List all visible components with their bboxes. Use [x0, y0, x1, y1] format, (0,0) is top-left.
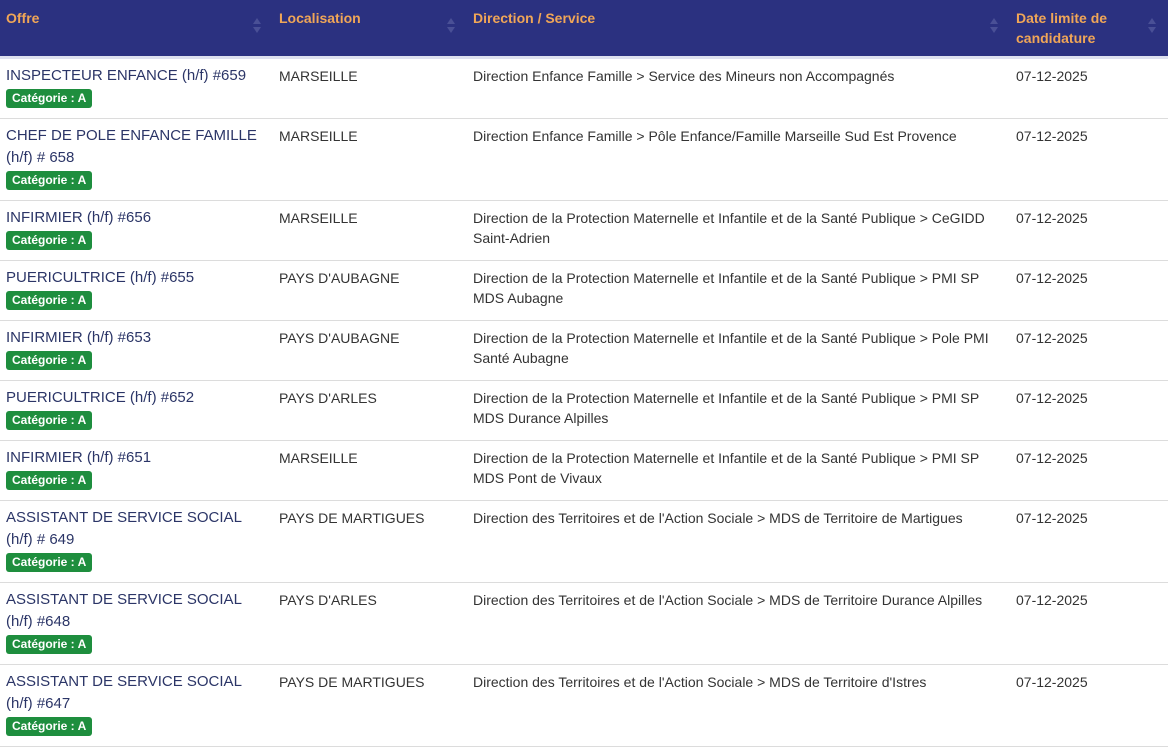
- direction-cell: Direction des Territoires et de l'Action Sociale > MDS de Territoire d'Istres: [467, 665, 1010, 747]
- category-badge: Catégorie : A: [6, 171, 92, 190]
- offer-cell: [0, 58, 273, 119]
- direction-cell: Direction de la Protection Maternelle et Infantile et de la Santé Publique > PMI SP MDS Durance Alpilles: [467, 381, 1010, 441]
- offer-title-link[interactable]: ASSISTANT DE SERVICE SOCIAL (h/f) #648: [6, 591, 242, 630]
- direction-cell: Direction Enfance Famille > Service des Mineurs non Accompagnés: [467, 58, 1010, 119]
- location-cell: MARSEILLE: [273, 441, 467, 501]
- deadline-cell: 07-12-2025: [1010, 119, 1168, 201]
- location-cell: PAYS DE MARTIGUES: [273, 665, 467, 747]
- offer-cell: [0, 501, 273, 583]
- offer-cell: [0, 381, 273, 441]
- offer-title-link[interactable]: INFIRMIER (h/f) #651: [6, 449, 152, 466]
- direction-cell: Direction Enfance Famille > Pôle Enfance/Famille Marseille Sud Est Provence: [467, 119, 1010, 201]
- offer-title-link[interactable]: ASSISTANT DE SERVICE SOCIAL (h/f) # 649: [6, 509, 242, 548]
- table-row: [0, 201, 1168, 261]
- location-cell: PAYS D'ARLES: [273, 583, 467, 665]
- offer-cell: [0, 201, 273, 261]
- location-cell: PAYS D'AUBAGNE: [273, 321, 467, 381]
- direction-cell: Direction des Territoires et de l'Action Sociale > MDS de Territoire de Martigues: [467, 501, 1010, 583]
- deadline-cell: 07-12-2025: [1010, 58, 1168, 119]
- column-header-localisation[interactable]: [273, 0, 467, 58]
- deadline-cell: 07-12-2025: [1010, 201, 1168, 261]
- header-label: Direction / Service: [473, 10, 596, 26]
- sort-icon[interactable]: [1148, 18, 1156, 34]
- offer-title-link[interactable]: INFIRMIER (h/f) #653: [6, 329, 152, 346]
- offer-cell: [0, 119, 273, 201]
- table-row: [0, 665, 1168, 747]
- deadline-cell: 07-12-2025: [1010, 321, 1168, 381]
- offer-title-link[interactable]: PUERICULTRICE (h/f) #655: [6, 269, 195, 286]
- header-label: Date limite de candidature: [1016, 10, 1108, 46]
- offer-title-link[interactable]: ASSISTANT DE SERVICE SOCIAL (h/f) #647: [6, 673, 242, 712]
- offer-cell: [0, 441, 273, 501]
- location-cell: MARSEILLE: [273, 58, 467, 119]
- offer-cell: [0, 665, 273, 747]
- category-badge: Catégorie : A: [6, 89, 92, 108]
- deadline-cell: 07-12-2025: [1010, 261, 1168, 321]
- category-badge: Catégorie : A: [6, 471, 92, 490]
- category-badge: Catégorie : A: [6, 635, 92, 654]
- category-badge: Catégorie : A: [6, 291, 92, 310]
- direction-cell: Direction des Territoires et de l'Action Sociale > MDS de Territoire Durance Alpilles: [467, 583, 1010, 665]
- column-header-direction[interactable]: [467, 0, 1010, 58]
- deadline-cell: 07-12-2025: [1010, 501, 1168, 583]
- header-label: Localisation: [279, 10, 361, 26]
- table-row: [0, 58, 1168, 119]
- category-badge: Catégorie : A: [6, 717, 92, 736]
- table-row: [0, 501, 1168, 583]
- offer-cell: [0, 583, 273, 665]
- deadline-cell: 07-12-2025: [1010, 665, 1168, 747]
- direction-cell: Direction de la Protection Maternelle et Infantile et de la Santé Publique > PMI SP MDS Pont de Vivaux: [467, 441, 1010, 501]
- sort-icon[interactable]: [990, 18, 998, 34]
- direction-cell: Direction de la Protection Maternelle et Infantile et de la Santé Publique > PMI SP MDS Aubagne: [467, 261, 1010, 321]
- column-header-offre[interactable]: [0, 0, 273, 58]
- table-row: [0, 261, 1168, 321]
- direction-cell: Direction de la Protection Maternelle et Infantile et de la Santé Publique > Pole PMI Santé Aubagne: [467, 321, 1010, 381]
- table-body: [0, 58, 1168, 747]
- direction-cell: Direction de la Protection Maternelle et Infantile et de la Santé Publique > CeGIDD Saint-Adrien: [467, 201, 1010, 261]
- sort-icon[interactable]: [447, 18, 455, 34]
- deadline-cell: 07-12-2025: [1010, 381, 1168, 441]
- location-cell: PAYS DE MARTIGUES: [273, 501, 467, 583]
- location-cell: PAYS D'AUBAGNE: [273, 261, 467, 321]
- category-badge: Catégorie : A: [6, 411, 92, 430]
- table-row: [0, 441, 1168, 501]
- location-cell: MARSEILLE: [273, 201, 467, 261]
- offer-cell: [0, 321, 273, 381]
- category-badge: Catégorie : A: [6, 553, 92, 572]
- offer-title-link[interactable]: CHEF DE POLE ENFANCE FAMILLE (h/f) # 658: [6, 127, 257, 166]
- offer-cell: [0, 261, 273, 321]
- category-badge: Catégorie : A: [6, 351, 92, 370]
- deadline-cell: 07-12-2025: [1010, 583, 1168, 665]
- location-cell: PAYS D'ARLES: [273, 381, 467, 441]
- table-header: [0, 0, 1168, 58]
- offer-title-link[interactable]: INSPECTEUR ENFANCE (h/f) #659: [6, 67, 247, 84]
- deadline-cell: 07-12-2025: [1010, 441, 1168, 501]
- offer-title-link[interactable]: PUERICULTRICE (h/f) #652: [6, 389, 195, 406]
- table-row: [0, 583, 1168, 665]
- column-header-date[interactable]: [1010, 0, 1168, 58]
- sort-icon[interactable]: [253, 18, 261, 34]
- location-cell: MARSEILLE: [273, 119, 467, 201]
- header-label: Offre: [6, 10, 40, 26]
- table-row: [0, 321, 1168, 381]
- offer-title-link[interactable]: INFIRMIER (h/f) #656: [6, 209, 152, 226]
- category-badge: Catégorie : A: [6, 231, 92, 250]
- table-row: [0, 119, 1168, 201]
- table-row: [0, 381, 1168, 441]
